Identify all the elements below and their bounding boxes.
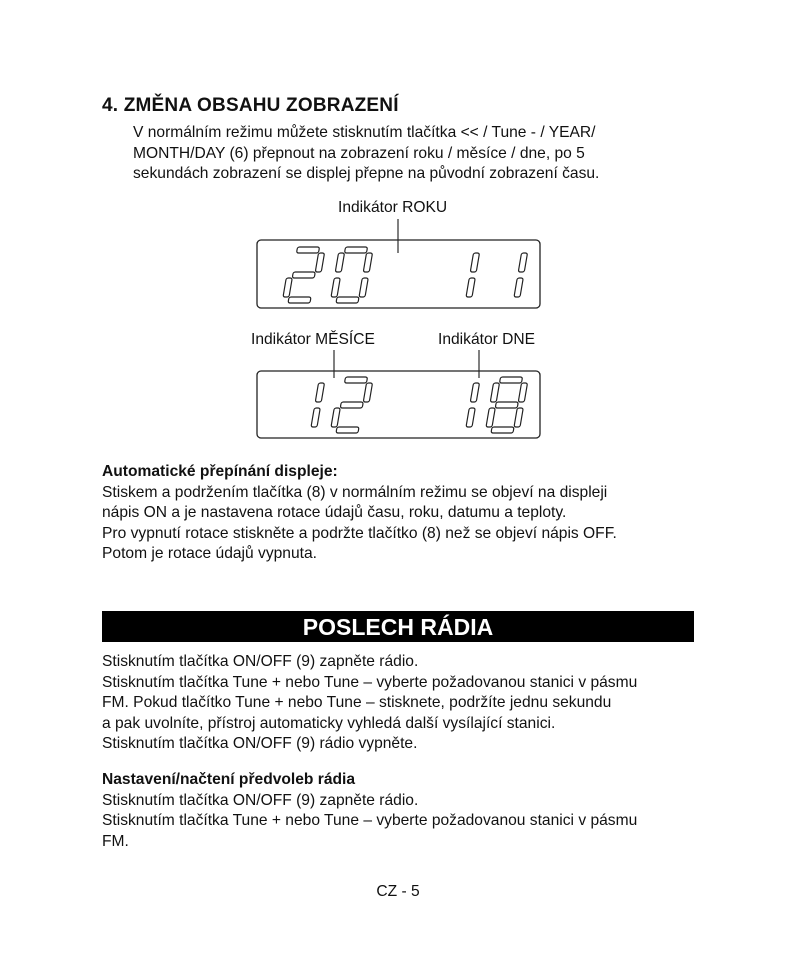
digit-segment-e — [331, 408, 340, 427]
digit-segment-f — [335, 253, 344, 272]
year-digits — [282, 247, 528, 303]
intro-line: sekundách zobrazení se displej přepne na původní zobrazení času. — [133, 165, 600, 182]
radio-section-banner: POSLECH RÁDIA — [102, 611, 694, 642]
date-digit-3 — [485, 377, 529, 433]
digit-segment-c — [514, 408, 523, 427]
digit-segment-a — [345, 377, 368, 383]
digit-segment-c — [466, 278, 475, 297]
page-number: CZ - 5 — [376, 883, 420, 900]
digit-segment-d — [336, 297, 359, 303]
radio-line: FM. Pokud tlačítko Tune + nebo Tune – stisknete, podržíte jednu sekundu — [102, 694, 612, 711]
radio-paragraph — [102, 652, 702, 755]
intro-line: MONTH/DAY (6) přepnout na zobrazení roku / měsíce / dne, po 5 — [133, 144, 585, 162]
digit-segment-f — [490, 383, 499, 402]
presets-section — [102, 770, 702, 852]
digit-segment-b — [363, 383, 372, 402]
digit-segment-b — [363, 253, 372, 272]
date-digits — [311, 377, 529, 433]
auto-switch-line: Potom je rotace údajů vypnuta. — [102, 545, 317, 562]
digit-segment-c — [359, 278, 368, 297]
year-indicator-label: Indikátor ROKU — [338, 199, 448, 216]
digit-segment-b — [518, 253, 527, 272]
digit-segment-b — [315, 253, 324, 272]
digit-segment-c — [311, 408, 320, 427]
radio-line: Stisknutím tlačítka Tune + nebo Tune – vyberte požadovanou stanici v pásmu — [102, 673, 638, 691]
intro-line: V normálním režimu můžete stisknutím tlačítka << / Tune - / YEAR/ — [133, 124, 596, 141]
year-digit-3 — [514, 253, 527, 297]
presets-line: Stisknutím tlačítka Tune + nebo Tune – vyberte požadovanou stanici v pásmu — [102, 812, 638, 829]
digit-segment-b — [470, 383, 479, 402]
digit-segment-c — [466, 408, 475, 427]
radio-line: Stisknutím tlačítka ON/OFF (9) zapněte rádio. — [102, 653, 419, 670]
digit-segment-g — [340, 402, 363, 408]
digit-segment-a — [297, 247, 320, 253]
digit-segment-e — [283, 278, 292, 297]
radio-line: a pak uvolníte, přístroj automaticky vyhledá další vysílající stanici. — [102, 714, 556, 732]
auto-switch-section — [102, 462, 702, 565]
digit-segment-a — [500, 377, 523, 383]
section-heading: 4. ZMĚNA OBSAHU ZOBRAZENÍ — [102, 95, 399, 116]
auto-switch-line: Stiskem a podržením tlačítka (8) v normálním režimu se objeví na displeji — [102, 483, 608, 501]
digit-segment-a — [345, 247, 368, 253]
year-digit-2 — [466, 253, 479, 297]
digit-segment-b — [518, 383, 527, 402]
presets-line: FM. — [102, 832, 129, 850]
digit-segment-e — [486, 408, 495, 427]
day-indicator-label: Indikátor DNE — [438, 331, 536, 348]
radio-line: Stisknutím tlačítka ON/OFF (9) rádio vypněte. — [102, 735, 418, 752]
month-indicator-label: Indikátor MĚSÍCE — [251, 331, 375, 348]
digit-segment-c — [514, 278, 523, 297]
digit-segment-e — [331, 278, 340, 297]
date-digit-2 — [466, 383, 479, 427]
year-digit-1 — [330, 247, 374, 303]
digit-segment-g — [292, 272, 315, 278]
digit-segment-d — [336, 427, 359, 433]
auto-switch-line: Pro vypnutí rotace stiskněte a podržte tlačítko (8) než se objeví nápis OFF. — [102, 524, 617, 542]
date-digit-1 — [330, 377, 374, 433]
presets-heading: Nastavení/načtení předvoleb rádia — [102, 771, 356, 788]
lcd-display-diagrams — [0, 0, 796, 460]
digit-segment-b — [315, 383, 324, 402]
digit-segment-d — [491, 427, 514, 433]
date-digit-0 — [311, 383, 324, 427]
year-digit-0 — [282, 247, 326, 303]
digit-segment-g — [495, 402, 518, 408]
digit-segment-d — [288, 297, 311, 303]
auto-switch-heading: Automatické přepínání displeje: — [102, 463, 338, 480]
auto-switch-line: nápis ON a je nastavena rotace údajů času, roku, datumu a teploty. — [102, 504, 567, 521]
presets-line: Stisknutím tlačítka ON/OFF (9) zapněte rádio. — [102, 791, 419, 809]
digit-segment-b — [470, 253, 479, 272]
